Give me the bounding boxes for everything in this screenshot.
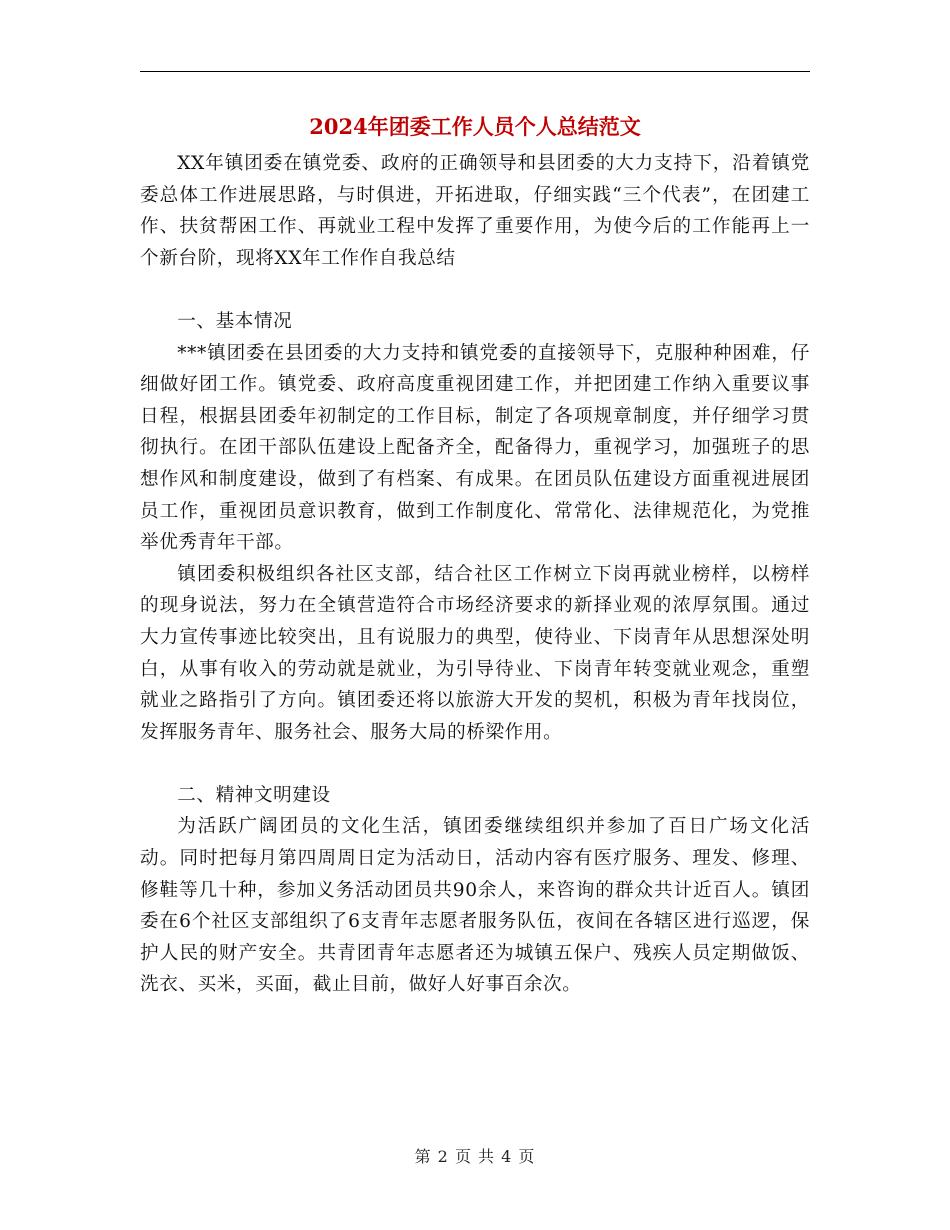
- document-body: [140, 148, 810, 1001]
- section-heading-civilization: 二、精神文明建设: [177, 784, 331, 806]
- page-number-footer: 第 2 页 共 4 页: [414, 1147, 536, 1166]
- document-title: 2024年团委工作人员个人总结范文: [309, 114, 641, 139]
- blank-line: [140, 748, 810, 780]
- blank-line: [140, 274, 810, 306]
- intro-paragraph: XX年镇团委在镇党委、政府的正确领导和县团委的大力支持下，沿着镇党委总体工作进展思路，与时俱进，开拓进取，仔细实践“三个代表”，在团建工作、扶贫帮困工作、再就业工程中发挥了重要作用，为使今后的工作能再上一个新台阶，现将XX年工作作自我总结: [140, 153, 810, 269]
- body-paragraph: ***镇团委在县团委的大力支持和镇党委的直接领导下，克服种种困难，仔细做好团工作。镇党委、政府高度重视团建工作，并把团建工作纳入重要议事日程，根据县团委年初制定的工作目标，制定了各项规章制度，并仔细学习贯彻执行。在团干部队伍建设上配备齐全，配备得力，重视学习，加强班子的思想作风和制度建设，做到了有档案、有成果。在团员队伍建设方面重视进展团员工作，重视团员意识教育，做到工作制度化、常常化、法律规范化，为党推举优秀青年干部。: [140, 342, 810, 554]
- header-rule: [140, 71, 810, 72]
- body-paragraph: 镇团委积极组织各社区支部，结合社区工作树立下岗再就业榜样，以榜样的现身说法，努力在全镇营造符合市场经济要求的新择业观的浓厚氛围。通过大力宣传事迹比较突出，且有说服力的典型，使待业、下岗青年从思想深处明白，从事有收入的劳动就是就业，为引导待业、下岗青年转变就业观念，重塑就业之路指引了方向。镇团委还将以旅游大开发的契机，积极为青年找岗位，发挥服务青年、服务社会、服务大局的桥梁作用。: [140, 563, 810, 743]
- section-heading-basic: 一、基本情况: [177, 310, 293, 332]
- body-paragraph: 为活跃广阔团员的文化生活，镇团委继续组织并参加了百日广场文化活动。同时把每月第四周周日定为活动日，活动内容有医疗服务、理发、修理、修鞋等几十种，参加义务活动团员共90余人，来咨询的群众共计近百人。镇团委在6个社区支部组织了6支青年志愿者服务队伍，夜间在各辖区进行巡逻，保护人民的财产安全。共青团青年志愿者还为城镇五保户、残疾人员定期做饭、洗衣、买米，买面，截止目前，做好人好事百余次。: [140, 816, 810, 996]
